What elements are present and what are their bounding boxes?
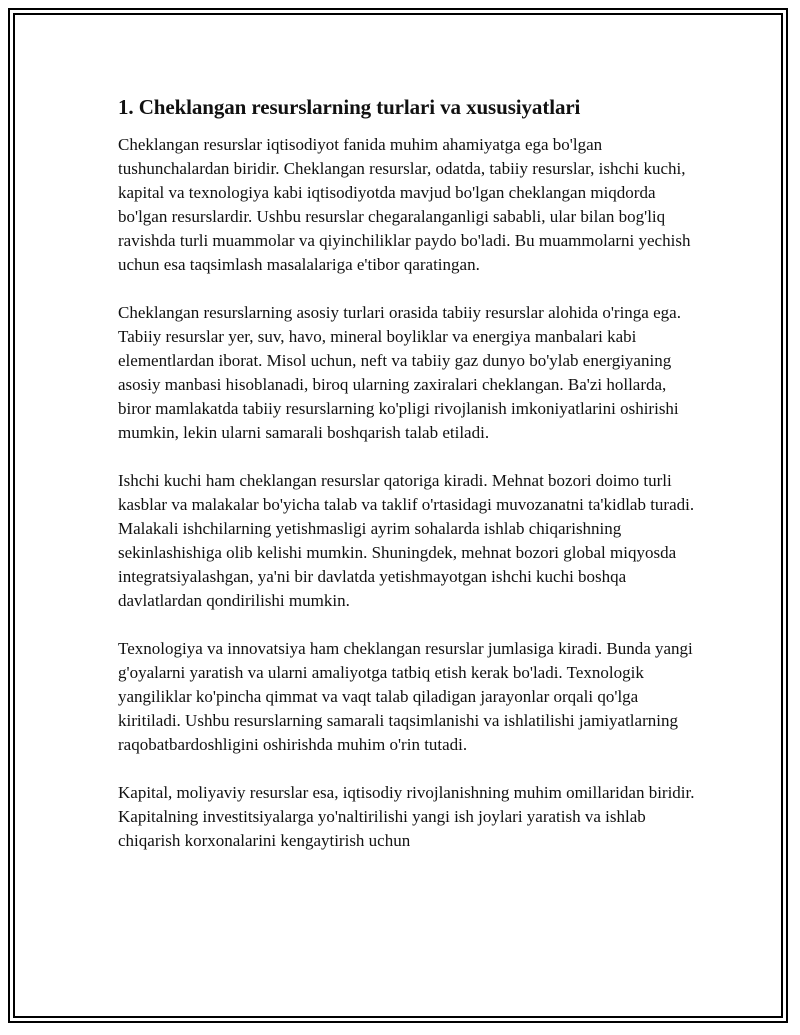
paragraph: Kapital, moliyaviy resurslar esa, iqtisodiy rivojlanishning muhim omillaridan biridir. Kapitalning investitsiyalarga yo'naltirilishi yangi ish joylari yaratish va ishlab chiqarish korxonalarini kengaytirish uchun	[118, 783, 695, 850]
paragraph: Texnologiya va innovatsiya ham cheklangan resurslar jumlasiga kiradi. Bunda yangi g'oyalarni yaratish va ularni amaliyotga tatbiq etish kerak bo'ladi. Texnologik yangiliklar ko'pincha qimmat va vaqt talab qiladigan jarayonlar orqali qo'lga kiritiladi. Ushbu resurslarning samarali taqsimlanishi va ishlatilishi jamiyatlarning raqobatbardoshligini oshirishda muhim o'rin tutadi.	[118, 639, 693, 754]
document-body	[118, 92, 698, 853]
paragraph: Cheklangan resurslarning asosiy turlari orasida tabiiy resurslar alohida o'ringa ega. Tabiiy resurslar yer, suv, havo, mineral boyliklar va energiya manbalari kabi elementlardan iborat. Misol uchun, neft va tabiiy gaz dunyo bo'ylab energiyaning asosiy manbasi hisoblanadi, biroq ularning zaxiralari cheklangan. Ba'zi hollarda, biror mamlakatda tabiiy resurslarning ko'pligi rivojlanish imkoniyatlarini oshirishi mumkin, lekin ularni samarali boshqarish talab etiladi.	[118, 303, 681, 442]
paragraph: Ishchi kuchi ham cheklangan resurslar qatoriga kiradi. Mehnat bozori doimo turli kasblar va malakalar bo'yicha talab va taklif o'rtasidagi muvozanatni ta'kidlab turadi. Malakali ishchilarning yetishmasligi ayrim sohalarda ishlab chiqarishning sekinlashishiga olib kelishi mumkin. Shuningdek, mehnat bozori global miqyosda integratsiyalashgan, ya'ni bir davlatda yetishmayotgan ishchi kuchi boshqa davlatlardan qondirilishi mumkin.	[118, 471, 695, 610]
section-heading: 1. Cheklangan resurslarning turlari va xususiyatlari	[118, 95, 581, 119]
paragraph: Cheklangan resurslar iqtisodiyot fanida muhim ahamiyatga ega bo'lgan tushunchalardan biridir. Cheklangan resurslar, odatda, tabiiy resurslar, ishchi kuchi, kapital va texnologiya kabi iqtisodiyotda mavjud bo'lgan cheklangan miqdorda bo'lgan resurslardir. Ushbu resurslar chegaralanganligi sababli, ular bilan bog'liq ravishda turli muammolar va qiyinchiliklar paydo bo'ladi. Bu muammolarni yechish uchun esa taqsimlash masalalariga e'tibor qaratingan.	[118, 135, 691, 274]
